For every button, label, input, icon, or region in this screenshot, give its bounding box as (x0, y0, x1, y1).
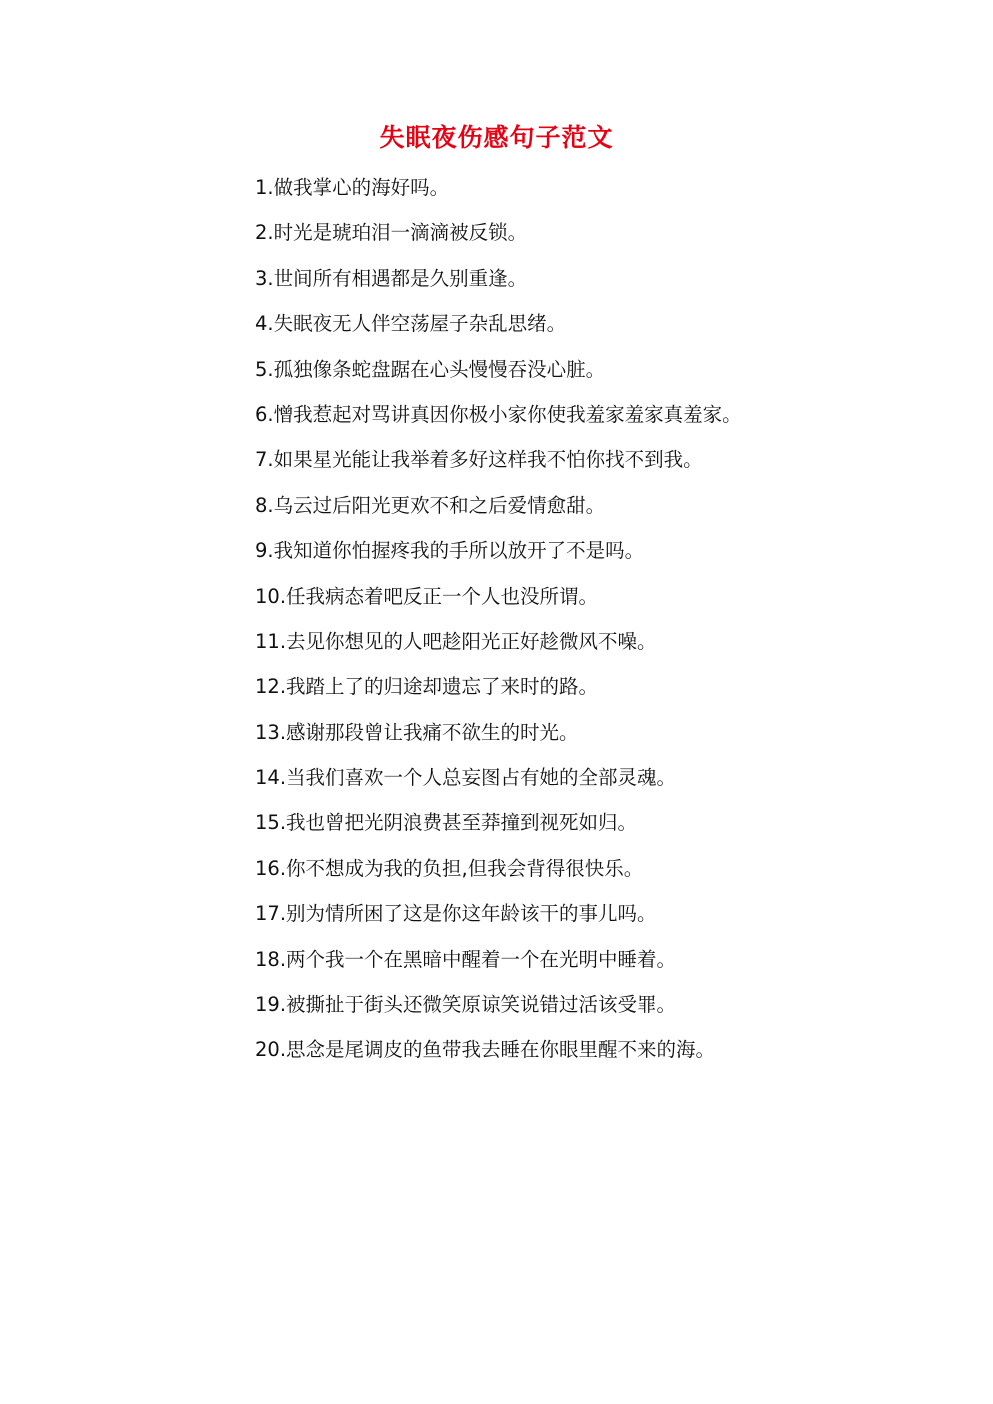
sentence-item: 19.被撕扯于街头还微笑原谅笑说错过活该受罪。 (255, 993, 677, 1017)
sentence-item: 2.时光是琥珀泪一滴滴被反锁。 (255, 221, 528, 245)
sentence-item: 15.我也曾把光阴浪费甚至莽撞到视死如归。 (255, 811, 638, 835)
sentence-item: 20.思念是尾调皮的鱼带我去睡在你眼里醒不来的海。 (255, 1038, 716, 1062)
sentence-item: 13.感谢那段曾让我痛不欲生的时光。 (255, 720, 579, 744)
sentence-item: 12.我踏上了的归途却遗忘了来时的路。 (255, 675, 599, 699)
sentence-item: 3.世间所有相遇都是久别重逢。 (255, 266, 528, 290)
sentence-item: 5.孤独像条蛇盘踞在心头慢慢吞没心脏。 (255, 357, 606, 381)
sentence-item: 6.憎我惹起对骂讲真因你极小家你使我羞家羞家真羞家。 (255, 402, 742, 426)
sentence-item: 8.乌云过后阳光更欢不和之后爱情愈甜。 (255, 493, 606, 517)
sentence-item: 1.做我掌心的海好吗。 (255, 176, 450, 199)
sentence-item: 16.你不想成为我的负担,但我会背得很快乐。 (255, 856, 644, 880)
sentence-list (255, 168, 955, 1076)
sentence-item: 14.当我们喜欢一个人总妄图占有她的全部灵魂。 (255, 766, 677, 790)
sentence-item: 11.去见你想见的人吧趁阳光正好趁微风不噪。 (255, 629, 657, 653)
sentence-item: 7.如果星光能让我举着多好这样我不怕你找不到我。 (255, 448, 703, 472)
sentence-item: 4.失眠夜无人伴空荡屋子杂乱思绪。 (255, 312, 567, 336)
sentence-item: 18.两个我一个在黑暗中醒着一个在光明中睡着。 (255, 947, 677, 971)
sentence-item: 17.别为情所困了这是你这年龄该干的事儿吗。 (255, 902, 657, 926)
sentence-item: 9.我知道你怕握疼我的手所以放开了不是吗。 (255, 539, 645, 563)
document-title: 失眠夜伤感句子范文 (379, 123, 614, 152)
sentence-item: 10.任我病态着吧反正一个人也没所谓。 (255, 584, 599, 608)
